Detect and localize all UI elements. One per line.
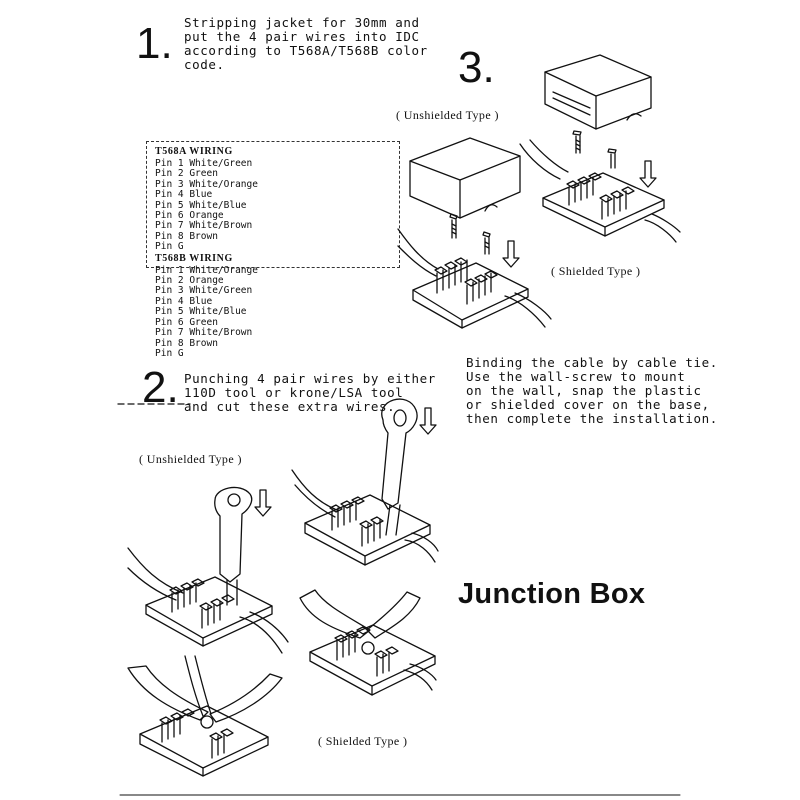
t568b-pin-6: Pin 6 Green (155, 316, 218, 328)
caption-unshielded-top: ( Unshielded Type ) (396, 108, 499, 122)
t568a-pin-5: Pin 5 White/Blue (155, 199, 247, 211)
junction-box-title: Junction Box (458, 578, 646, 610)
t568a-pin-6: Pin 6 Orange (155, 210, 224, 222)
shielded-cover-illustration (545, 55, 651, 129)
t568a-title: T568A WIRING (155, 146, 233, 157)
t568b-title: T568B WIRING (155, 252, 233, 264)
t568a-pin-4: Pin 4 Blue (155, 189, 213, 201)
t568a-pin-1: Pin 1 White/Green (155, 158, 253, 169)
t568b-pin-5: Pin 5 White/Blue (155, 306, 247, 318)
t568a-pin-2: Pin 2 Green (155, 168, 218, 180)
t568a-pin-8: Pin 8 Brown (155, 230, 218, 242)
shielded-base-illustration (520, 140, 680, 242)
t568b-pin-2: Pin 2 Orange (155, 275, 224, 287)
down-arrow-icon (503, 241, 519, 267)
t568a-pin-g: Pin G (155, 241, 184, 253)
down-arrow-icon (640, 161, 656, 187)
cutter-tool-icon (300, 590, 420, 654)
caption-shielded-bottom: ( Shielded Type ) (318, 734, 408, 748)
shielded-base-punch-illustration (292, 470, 438, 565)
screw-icon (573, 131, 616, 168)
step-2-text: Punching 4 pair wires by either 110D tool or krone/LSA tool and cut these extra wires. (184, 371, 436, 414)
down-arrow-icon (255, 490, 271, 516)
punch-tool-icon (215, 487, 252, 605)
t568b-pin-8: Pin 8 Brown (155, 337, 218, 349)
step-1-text: Stripping jacket for 30mm and put the 4 pair wires into IDC according to T568A/T568B color code. (184, 15, 428, 72)
t568a-pin-3: Pin 3 White/Orange (155, 178, 258, 190)
step-2-number: 2. (142, 363, 179, 412)
unshielded-cover-illustration (410, 138, 520, 218)
caption-unshielded-left: ( Unshielded Type ) (139, 452, 242, 466)
t568b-pin-4: Pin 4 Blue (155, 295, 213, 307)
screw-icon (450, 214, 490, 254)
down-arrow-icon (420, 408, 436, 434)
step-3-number: 3. (458, 43, 495, 92)
unshielded-base-illustration (398, 229, 551, 328)
krone-tool-icon (382, 399, 417, 535)
t568a-pin-7: Pin 7 White/Brown (155, 220, 253, 232)
t568b-pin-3: Pin 3 White/Green (155, 285, 253, 297)
t568b-pin-1: Pin 1 White/Orange (155, 264, 258, 276)
cutter-tool-icon (128, 656, 282, 728)
step-3-text: Binding the cable by cable tie. Use the wall-screw to mount on the wall, snap the plastic or shielded cover on the base, then complete the installation. (466, 355, 718, 426)
caption-shielded-top: ( Shielded Type ) (551, 264, 641, 278)
unshielded-base-punch-illustration (128, 548, 288, 653)
t568b-pin-7: Pin 7 White/Brown (155, 327, 253, 339)
step-1-number: 1. (136, 19, 173, 68)
t568b-pin-g: Pin G (155, 347, 184, 359)
